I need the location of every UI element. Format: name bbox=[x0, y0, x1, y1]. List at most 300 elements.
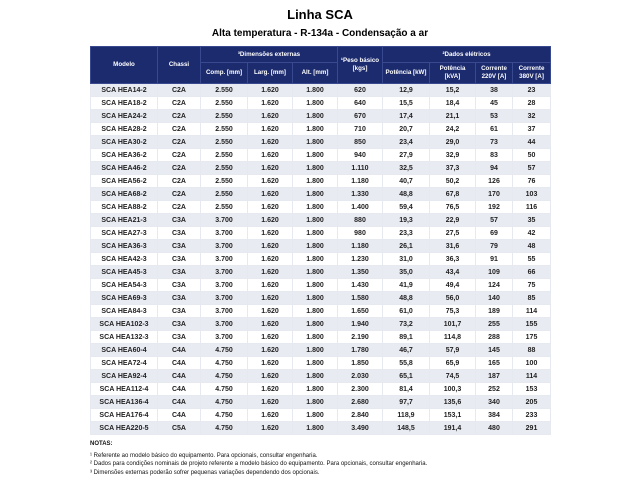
peso-cell: 3.490 bbox=[338, 422, 383, 435]
larg-cell: 1.620 bbox=[248, 123, 293, 136]
model-cell: SCA HEA132-3 bbox=[91, 331, 158, 344]
corrente-380v-cell: 114 bbox=[513, 370, 551, 383]
corrente-380v-cell: 55 bbox=[513, 253, 551, 266]
alt-cell: 1.800 bbox=[293, 279, 338, 292]
comp-cell: 2.550 bbox=[201, 201, 248, 214]
model-cell: SCA HEA46-2 bbox=[91, 162, 158, 175]
peso-cell: 1.350 bbox=[338, 266, 383, 279]
model-cell: SCA HEA88-2 bbox=[91, 201, 158, 214]
alt-cell: 1.800 bbox=[293, 201, 338, 214]
corrente-380v-cell: 28 bbox=[513, 97, 551, 110]
potencia-kw-cell: 12,9 bbox=[383, 84, 430, 97]
corrente-380v-cell: 175 bbox=[513, 331, 551, 344]
comp-cell: 4.750 bbox=[201, 344, 248, 357]
model-cell: SCA HEA36-2 bbox=[91, 149, 158, 162]
potencia-kva-cell: 27,5 bbox=[430, 227, 476, 240]
potencia-kva-cell: 31,6 bbox=[430, 240, 476, 253]
potencia-kva-cell: 15,2 bbox=[430, 84, 476, 97]
potencia-kw-cell: 32,5 bbox=[383, 162, 430, 175]
chassi-cell: C3A bbox=[158, 292, 201, 305]
potencia-kw-cell: 41,9 bbox=[383, 279, 430, 292]
potencia-kva-cell: 43,4 bbox=[430, 266, 476, 279]
chassi-cell: C3A bbox=[158, 266, 201, 279]
potencia-kw-cell: 48,8 bbox=[383, 292, 430, 305]
table-row bbox=[91, 201, 551, 214]
comp-cell: 3.700 bbox=[201, 305, 248, 318]
corrente-220v-cell: 340 bbox=[476, 396, 513, 409]
model-cell: SCA HEA176-4 bbox=[91, 409, 158, 422]
chassi-cell: C3A bbox=[158, 240, 201, 253]
potencia-kva-cell: 29,0 bbox=[430, 136, 476, 149]
chassi-cell: C2A bbox=[158, 149, 201, 162]
corrente-220v-cell: 145 bbox=[476, 344, 513, 357]
larg-cell: 1.620 bbox=[248, 188, 293, 201]
corrente-220v-cell: 192 bbox=[476, 201, 513, 214]
alt-cell: 1.800 bbox=[293, 305, 338, 318]
corrente-380v-cell: 37 bbox=[513, 123, 551, 136]
alt-cell: 1.800 bbox=[293, 422, 338, 435]
spec-table bbox=[90, 46, 551, 435]
potencia-kva-cell: 56,0 bbox=[430, 292, 476, 305]
chassi-cell: C3A bbox=[158, 318, 201, 331]
model-cell: SCA HEA30-2 bbox=[91, 136, 158, 149]
alt-cell: 1.800 bbox=[293, 318, 338, 331]
chassi-cell: C3A bbox=[158, 305, 201, 318]
model-cell: SCA HEA102-3 bbox=[91, 318, 158, 331]
potencia-kva-cell: 36,3 bbox=[430, 253, 476, 266]
larg-cell: 1.620 bbox=[248, 240, 293, 253]
table-row bbox=[91, 383, 551, 396]
potencia-kw-cell: 118,9 bbox=[383, 409, 430, 422]
chassi-cell: C4A bbox=[158, 344, 201, 357]
corrente-380v-cell: 153 bbox=[513, 383, 551, 396]
potencia-kva-cell: 101,7 bbox=[430, 318, 476, 331]
chassi-cell: C3A bbox=[158, 227, 201, 240]
chassi-cell: C2A bbox=[158, 123, 201, 136]
corrente-220v-cell: 45 bbox=[476, 97, 513, 110]
comp-cell: 2.550 bbox=[201, 175, 248, 188]
comp-cell: 4.750 bbox=[201, 357, 248, 370]
chassi-cell: C4A bbox=[158, 396, 201, 409]
potencia-kw-cell: 48,8 bbox=[383, 188, 430, 201]
comp-cell: 2.550 bbox=[201, 188, 248, 201]
comp-cell: 2.550 bbox=[201, 123, 248, 136]
potencia-kva-cell: 65,9 bbox=[430, 357, 476, 370]
col-header-potencia-kva: Potência [kVA] bbox=[430, 63, 476, 84]
comp-cell: 3.700 bbox=[201, 227, 248, 240]
col-header-alt: Alt. [mm] bbox=[293, 63, 338, 84]
corrente-380v-cell: 23 bbox=[513, 84, 551, 97]
table-row bbox=[91, 331, 551, 344]
chassi-cell: C4A bbox=[158, 357, 201, 370]
table-row bbox=[91, 266, 551, 279]
peso-cell: 1.230 bbox=[338, 253, 383, 266]
model-cell: SCA HEA72-4 bbox=[91, 357, 158, 370]
model-cell: SCA HEA42-3 bbox=[91, 253, 158, 266]
model-cell: SCA HEA220-5 bbox=[91, 422, 158, 435]
alt-cell: 1.800 bbox=[293, 266, 338, 279]
potencia-kw-cell: 15,5 bbox=[383, 97, 430, 110]
larg-cell: 1.620 bbox=[248, 279, 293, 292]
potencia-kw-cell: 97,7 bbox=[383, 396, 430, 409]
peso-cell: 980 bbox=[338, 227, 383, 240]
page-title: Linha SCA bbox=[287, 7, 353, 22]
peso-cell: 1.580 bbox=[338, 292, 383, 305]
model-cell: SCA HEA24-2 bbox=[91, 110, 158, 123]
larg-cell: 1.620 bbox=[248, 110, 293, 123]
comp-cell: 3.700 bbox=[201, 253, 248, 266]
potencia-kva-cell: 32,9 bbox=[430, 149, 476, 162]
model-cell: SCA HEA54-3 bbox=[91, 279, 158, 292]
potencia-kw-cell: 27,9 bbox=[383, 149, 430, 162]
chassi-cell: C2A bbox=[158, 188, 201, 201]
corrente-380v-cell: 75 bbox=[513, 279, 551, 292]
corrente-220v-cell: 252 bbox=[476, 383, 513, 396]
corrente-220v-cell: 61 bbox=[476, 123, 513, 136]
potencia-kw-cell: 55,8 bbox=[383, 357, 430, 370]
corrente-380v-cell: 88 bbox=[513, 344, 551, 357]
corrente-380v-cell: 155 bbox=[513, 318, 551, 331]
larg-cell: 1.620 bbox=[248, 162, 293, 175]
corrente-220v-cell: 288 bbox=[476, 331, 513, 344]
potencia-kw-cell: 148,5 bbox=[383, 422, 430, 435]
model-cell: SCA HEA45-3 bbox=[91, 266, 158, 279]
larg-cell: 1.620 bbox=[248, 396, 293, 409]
peso-cell: 1.330 bbox=[338, 188, 383, 201]
table-body bbox=[91, 84, 551, 435]
comp-cell: 2.550 bbox=[201, 136, 248, 149]
col-group-dados-eletricos: ²Dados elétricos bbox=[383, 47, 551, 63]
corrente-220v-cell: 187 bbox=[476, 370, 513, 383]
corrente-380v-cell: 116 bbox=[513, 201, 551, 214]
alt-cell: 1.800 bbox=[293, 188, 338, 201]
corrente-220v-cell: 140 bbox=[476, 292, 513, 305]
model-cell: SCA HEA69-3 bbox=[91, 292, 158, 305]
table-row bbox=[91, 214, 551, 227]
corrente-220v-cell: 53 bbox=[476, 110, 513, 123]
chassi-cell: C3A bbox=[158, 331, 201, 344]
alt-cell: 1.800 bbox=[293, 240, 338, 253]
table-row bbox=[91, 344, 551, 357]
corrente-380v-cell: 44 bbox=[513, 136, 551, 149]
table-row bbox=[91, 84, 551, 97]
peso-cell: 1.430 bbox=[338, 279, 383, 292]
chassi-cell: C2A bbox=[158, 84, 201, 97]
corrente-220v-cell: 69 bbox=[476, 227, 513, 240]
comp-cell: 4.750 bbox=[201, 396, 248, 409]
model-cell: SCA HEA84-3 bbox=[91, 305, 158, 318]
table-row bbox=[91, 97, 551, 110]
potencia-kva-cell: 67,8 bbox=[430, 188, 476, 201]
col-header-comp: Comp. [mm] bbox=[201, 63, 248, 84]
alt-cell: 1.800 bbox=[293, 370, 338, 383]
potencia-kva-cell: 153,1 bbox=[430, 409, 476, 422]
comp-cell: 3.700 bbox=[201, 279, 248, 292]
larg-cell: 1.620 bbox=[248, 201, 293, 214]
comp-cell: 4.750 bbox=[201, 409, 248, 422]
alt-cell: 1.800 bbox=[293, 175, 338, 188]
alt-cell: 1.800 bbox=[293, 344, 338, 357]
potencia-kw-cell: 23,4 bbox=[383, 136, 430, 149]
peso-cell: 880 bbox=[338, 214, 383, 227]
larg-cell: 1.620 bbox=[248, 331, 293, 344]
table-row bbox=[91, 188, 551, 201]
chassi-cell: C4A bbox=[158, 370, 201, 383]
comp-cell: 4.750 bbox=[201, 383, 248, 396]
larg-cell: 1.620 bbox=[248, 357, 293, 370]
potencia-kw-cell: 61,0 bbox=[383, 305, 430, 318]
peso-cell: 1.650 bbox=[338, 305, 383, 318]
potencia-kva-cell: 114,8 bbox=[430, 331, 476, 344]
corrente-220v-cell: 189 bbox=[476, 305, 513, 318]
alt-cell: 1.800 bbox=[293, 383, 338, 396]
corrente-220v-cell: 38 bbox=[476, 84, 513, 97]
comp-cell: 2.550 bbox=[201, 162, 248, 175]
peso-cell: 1.110 bbox=[338, 162, 383, 175]
potencia-kw-cell: 20,7 bbox=[383, 123, 430, 136]
table-row bbox=[91, 292, 551, 305]
potencia-kw-cell: 31,0 bbox=[383, 253, 430, 266]
larg-cell: 1.620 bbox=[248, 383, 293, 396]
corrente-220v-cell: 109 bbox=[476, 266, 513, 279]
alt-cell: 1.800 bbox=[293, 149, 338, 162]
peso-cell: 2.030 bbox=[338, 370, 383, 383]
alt-cell: 1.800 bbox=[293, 357, 338, 370]
corrente-380v-cell: 100 bbox=[513, 357, 551, 370]
alt-cell: 1.800 bbox=[293, 409, 338, 422]
larg-cell: 1.620 bbox=[248, 409, 293, 422]
table-row bbox=[91, 422, 551, 435]
potencia-kw-cell: 23,3 bbox=[383, 227, 430, 240]
corrente-380v-cell: 32 bbox=[513, 110, 551, 123]
model-cell: SCA HEA68-2 bbox=[91, 188, 158, 201]
larg-cell: 1.620 bbox=[248, 175, 293, 188]
chassi-cell: C4A bbox=[158, 409, 201, 422]
alt-cell: 1.800 bbox=[293, 396, 338, 409]
potencia-kva-cell: 191,4 bbox=[430, 422, 476, 435]
peso-cell: 2.300 bbox=[338, 383, 383, 396]
chassi-cell: C3A bbox=[158, 279, 201, 292]
potencia-kva-cell: 22,9 bbox=[430, 214, 476, 227]
page-subtitle: Alta temperatura - R-134a - Condensação a ar bbox=[211, 28, 429, 39]
corrente-380v-cell: 85 bbox=[513, 292, 551, 305]
comp-cell: 3.700 bbox=[201, 318, 248, 331]
corrente-380v-cell: 233 bbox=[513, 409, 551, 422]
peso-cell: 710 bbox=[338, 123, 383, 136]
chassi-cell: C3A bbox=[158, 253, 201, 266]
table-row bbox=[91, 227, 551, 240]
larg-cell: 1.620 bbox=[248, 214, 293, 227]
potencia-kw-cell: 81,4 bbox=[383, 383, 430, 396]
col-header-corrente-220v: Corrente 220V [A] bbox=[476, 63, 513, 84]
corrente-220v-cell: 384 bbox=[476, 409, 513, 422]
table-row bbox=[91, 240, 551, 253]
notes bbox=[90, 440, 550, 478]
peso-cell: 1.180 bbox=[338, 175, 383, 188]
col-header-modelo: Modelo bbox=[91, 47, 158, 84]
alt-cell: 1.800 bbox=[293, 227, 338, 240]
model-cell: SCA HEA28-2 bbox=[91, 123, 158, 136]
model-cell: SCA HEA60-4 bbox=[91, 344, 158, 357]
larg-cell: 1.620 bbox=[248, 253, 293, 266]
chassi-cell: C2A bbox=[158, 136, 201, 149]
alt-cell: 1.800 bbox=[293, 331, 338, 344]
potencia-kva-cell: 75,3 bbox=[430, 305, 476, 318]
corrente-220v-cell: 73 bbox=[476, 136, 513, 149]
alt-cell: 1.800 bbox=[293, 123, 338, 136]
potencia-kva-cell: 37,3 bbox=[430, 162, 476, 175]
col-group-dimensoes-externas: ³Dimensões externas bbox=[201, 47, 338, 63]
corrente-220v-cell: 480 bbox=[476, 422, 513, 435]
peso-cell: 2.680 bbox=[338, 396, 383, 409]
larg-cell: 1.620 bbox=[248, 97, 293, 110]
corrente-380v-cell: 76 bbox=[513, 175, 551, 188]
model-cell: SCA HEA36-3 bbox=[91, 240, 158, 253]
model-cell: SCA HEA92-4 bbox=[91, 370, 158, 383]
potencia-kw-cell: 65,1 bbox=[383, 370, 430, 383]
peso-cell: 2.840 bbox=[338, 409, 383, 422]
peso-cell: 850 bbox=[338, 136, 383, 149]
peso-cell: 670 bbox=[338, 110, 383, 123]
corrente-380v-cell: 66 bbox=[513, 266, 551, 279]
potencia-kw-cell: 89,1 bbox=[383, 331, 430, 344]
corrente-220v-cell: 91 bbox=[476, 253, 513, 266]
chassi-cell: C2A bbox=[158, 201, 201, 214]
potencia-kva-cell: 74,5 bbox=[430, 370, 476, 383]
corrente-220v-cell: 83 bbox=[476, 149, 513, 162]
larg-cell: 1.620 bbox=[248, 136, 293, 149]
chassi-cell: C4A bbox=[158, 383, 201, 396]
potencia-kw-cell: 40,7 bbox=[383, 175, 430, 188]
corrente-220v-cell: 79 bbox=[476, 240, 513, 253]
corrente-380v-cell: 42 bbox=[513, 227, 551, 240]
peso-cell: 1.780 bbox=[338, 344, 383, 357]
potencia-kw-cell: 46,7 bbox=[383, 344, 430, 357]
larg-cell: 1.620 bbox=[248, 318, 293, 331]
chassi-cell: C2A bbox=[158, 175, 201, 188]
corrente-380v-cell: 57 bbox=[513, 162, 551, 175]
page bbox=[90, 0, 550, 478]
note-item: ² Dados para condições nominais de projeto referente a modelo básico do equipamento. Para opcionais, consultar engenharia. bbox=[90, 461, 428, 468]
table-row bbox=[91, 357, 551, 370]
chassi-cell: C2A bbox=[158, 162, 201, 175]
comp-cell: 2.550 bbox=[201, 149, 248, 162]
comp-cell: 3.700 bbox=[201, 331, 248, 344]
table-row bbox=[91, 123, 551, 136]
notes-heading: NOTAS: bbox=[90, 441, 113, 447]
larg-cell: 1.620 bbox=[248, 84, 293, 97]
alt-cell: 1.800 bbox=[293, 162, 338, 175]
alt-cell: 1.800 bbox=[293, 110, 338, 123]
table-row bbox=[91, 318, 551, 331]
corrente-380v-cell: 48 bbox=[513, 240, 551, 253]
potencia-kw-cell: 59,4 bbox=[383, 201, 430, 214]
larg-cell: 1.620 bbox=[248, 344, 293, 357]
corrente-220v-cell: 57 bbox=[476, 214, 513, 227]
corrente-380v-cell: 50 bbox=[513, 149, 551, 162]
comp-cell: 3.700 bbox=[201, 214, 248, 227]
peso-cell: 1.940 bbox=[338, 318, 383, 331]
col-header-chassi: Chassi bbox=[158, 47, 201, 84]
chassi-cell: C2A bbox=[158, 97, 201, 110]
corrente-380v-cell: 291 bbox=[513, 422, 551, 435]
table-row bbox=[91, 162, 551, 175]
comp-cell: 2.550 bbox=[201, 110, 248, 123]
larg-cell: 1.620 bbox=[248, 149, 293, 162]
peso-cell: 1.850 bbox=[338, 357, 383, 370]
potencia-kva-cell: 50,2 bbox=[430, 175, 476, 188]
corrente-220v-cell: 126 bbox=[476, 175, 513, 188]
corrente-220v-cell: 170 bbox=[476, 188, 513, 201]
peso-cell: 1.400 bbox=[338, 201, 383, 214]
chassi-cell: C3A bbox=[158, 214, 201, 227]
potencia-kva-cell: 49,4 bbox=[430, 279, 476, 292]
comp-cell: 3.700 bbox=[201, 292, 248, 305]
larg-cell: 1.620 bbox=[248, 305, 293, 318]
model-cell: SCA HEA112-4 bbox=[91, 383, 158, 396]
corrente-380v-cell: 35 bbox=[513, 214, 551, 227]
potencia-kva-cell: 57,9 bbox=[430, 344, 476, 357]
peso-cell: 1.180 bbox=[338, 240, 383, 253]
potencia-kva-cell: 18,4 bbox=[430, 97, 476, 110]
table-header bbox=[91, 47, 551, 84]
larg-cell: 1.620 bbox=[248, 370, 293, 383]
model-cell: SCA HEA18-2 bbox=[91, 97, 158, 110]
potencia-kw-cell: 19,3 bbox=[383, 214, 430, 227]
model-cell: SCA HEA56-2 bbox=[91, 175, 158, 188]
corrente-380v-cell: 205 bbox=[513, 396, 551, 409]
comp-cell: 2.550 bbox=[201, 84, 248, 97]
corrente-380v-cell: 103 bbox=[513, 188, 551, 201]
comp-cell: 3.700 bbox=[201, 266, 248, 279]
larg-cell: 1.620 bbox=[248, 266, 293, 279]
peso-cell: 620 bbox=[338, 84, 383, 97]
potencia-kva-cell: 21,1 bbox=[430, 110, 476, 123]
corrente-220v-cell: 94 bbox=[476, 162, 513, 175]
col-header-potencia-kw: Potência [kW] bbox=[383, 63, 430, 84]
alt-cell: 1.800 bbox=[293, 84, 338, 97]
model-cell: SCA HEA14-2 bbox=[91, 84, 158, 97]
peso-cell: 640 bbox=[338, 97, 383, 110]
potencia-kw-cell: 73,2 bbox=[383, 318, 430, 331]
potencia-kw-cell: 26,1 bbox=[383, 240, 430, 253]
peso-cell: 2.190 bbox=[338, 331, 383, 344]
table-row bbox=[91, 396, 551, 409]
corrente-220v-cell: 124 bbox=[476, 279, 513, 292]
larg-cell: 1.620 bbox=[248, 422, 293, 435]
comp-cell: 4.750 bbox=[201, 370, 248, 383]
table-row bbox=[91, 253, 551, 266]
col-header-peso-basico: ¹Peso básico [kgs] bbox=[338, 47, 383, 84]
table-row bbox=[91, 370, 551, 383]
col-header-corrente-380v: Corrente 380V [A] bbox=[513, 63, 551, 84]
model-cell: SCA HEA21-3 bbox=[91, 214, 158, 227]
alt-cell: 1.800 bbox=[293, 214, 338, 227]
notes-list bbox=[90, 452, 550, 478]
comp-cell: 3.700 bbox=[201, 240, 248, 253]
model-cell: SCA HEA27-3 bbox=[91, 227, 158, 240]
peso-cell: 940 bbox=[338, 149, 383, 162]
alt-cell: 1.800 bbox=[293, 136, 338, 149]
corrente-380v-cell: 114 bbox=[513, 305, 551, 318]
potencia-kva-cell: 100,3 bbox=[430, 383, 476, 396]
col-header-larg: Larg. [mm] bbox=[248, 63, 293, 84]
note-item: ³ Dimensões externas poderão sofrer pequenas variações dependendo dos opcionais. bbox=[90, 470, 320, 477]
corrente-220v-cell: 255 bbox=[476, 318, 513, 331]
table-row bbox=[91, 149, 551, 162]
table-row bbox=[91, 279, 551, 292]
note-item: ¹ Referente ao modelo básico do equipamento. Para opcionais, consultar engenharia. bbox=[90, 452, 318, 459]
